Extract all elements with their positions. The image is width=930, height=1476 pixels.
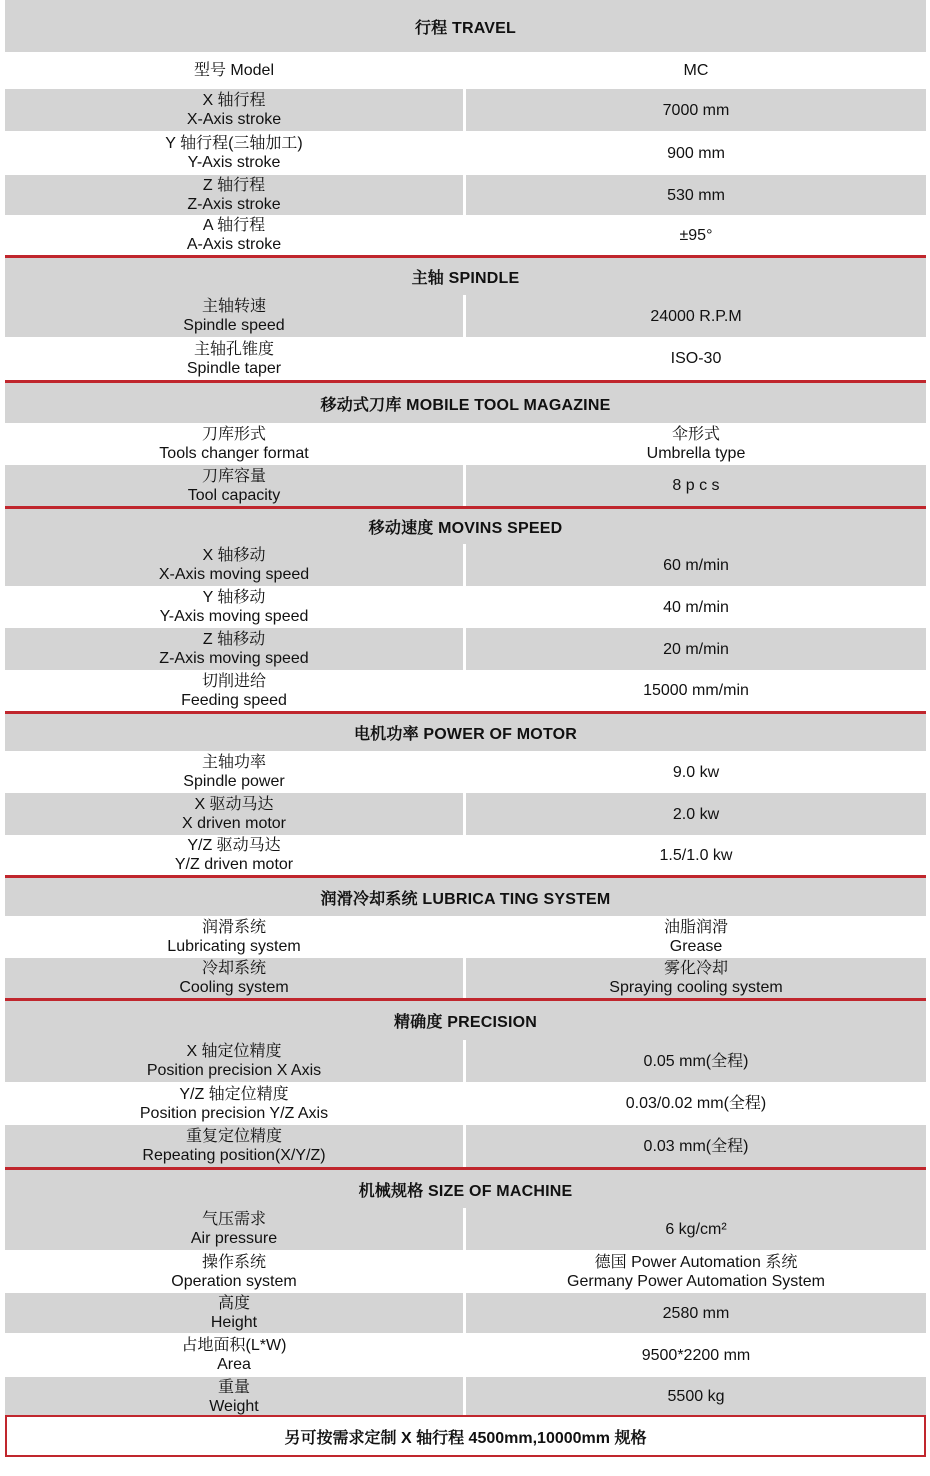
spec-row — [5, 1293, 926, 1333]
value-line: ±95° — [679, 226, 713, 244]
label-cn: 主轴孔锥度 — [193, 340, 274, 358]
spec-row — [5, 835, 926, 875]
spec-row — [5, 175, 926, 215]
label-en: Repeating position(X/Y/Z) — [142, 1147, 326, 1164]
spec-row — [5, 958, 926, 998]
spec-row — [5, 215, 926, 255]
label-en: Spindle speed — [183, 317, 285, 334]
label-cn: X 轴行程 — [202, 92, 266, 109]
section-header: 润滑冷却系统 LUBRICA TING SYSTEM — [5, 878, 926, 916]
label-cn: 操作系统 — [201, 1253, 266, 1271]
value-line: 530 mm — [667, 186, 725, 204]
value-line: Spraying cooling system — [609, 979, 783, 996]
spec-row — [5, 131, 926, 175]
spec-label — [5, 52, 466, 89]
value-line: 油脂润滑 — [663, 919, 728, 936]
spec-row — [5, 1208, 926, 1250]
spec-value — [466, 1293, 926, 1333]
value-line: 8 p c s — [672, 477, 720, 494]
spec-value — [466, 337, 926, 380]
spec-row — [5, 1377, 926, 1416]
spec-label — [5, 131, 466, 175]
label-cn: 主轴功率 — [201, 754, 266, 771]
label-en: Z-Axis moving speed — [159, 650, 309, 667]
label-cn: 冷却系统 — [201, 960, 266, 977]
label-cn: 重量 — [217, 1378, 250, 1396]
label-cn: Y 轴行程(三轴加工) — [165, 135, 303, 152]
spec-value — [466, 1250, 926, 1293]
value-line: 20 m/min — [663, 640, 729, 658]
section-header: 电机功率 POWER OF MOTOR — [5, 714, 926, 751]
value-line: MC — [683, 62, 709, 79]
label-en: Operation system — [171, 1272, 297, 1290]
spec-row — [5, 1125, 926, 1167]
value-line: 5500 kg — [667, 1388, 725, 1405]
value-line: 40 m/min — [663, 598, 729, 616]
label-cn: X 轴移动 — [202, 547, 266, 564]
section-size-of-machine — [5, 1167, 926, 1416]
spec-value — [466, 958, 926, 998]
spec-value — [466, 1377, 926, 1416]
spec-value — [466, 52, 926, 89]
label-cn: Z 轴行程 — [202, 177, 266, 194]
label-cn: Y 轴移动 — [202, 589, 266, 606]
custom-stroke-note: 另可按需求定制 X 轴行程 4500mm,10000mm 规格 — [5, 1415, 926, 1457]
spec-row — [5, 89, 926, 131]
section-header: 移动速度 MOVINS SPEED — [5, 509, 926, 544]
spec-row — [5, 916, 926, 958]
spec-label — [5, 1082, 466, 1125]
spec-row — [5, 52, 926, 89]
spec-row — [5, 751, 926, 793]
spec-value — [466, 835, 926, 875]
section-spindle — [5, 255, 926, 380]
spec-label — [5, 89, 466, 131]
label-cn: 刀库容量 — [201, 467, 266, 485]
value-line: 9.0 kw — [672, 763, 720, 781]
value-line: ISO-30 — [670, 350, 722, 367]
value-line: 15000 mm/min — [643, 682, 749, 699]
label-en: Cooling system — [179, 979, 289, 996]
spec-row — [5, 295, 926, 337]
spec-row — [5, 423, 926, 465]
spec-row — [5, 670, 926, 711]
value-line: 德国 Power Automation 系统 — [594, 1253, 798, 1271]
label-en: Spindle power — [183, 773, 285, 790]
label-en: Spindle taper — [186, 359, 282, 377]
value-line: 900 mm — [667, 144, 725, 162]
spec-value — [466, 89, 926, 131]
label-cn: 重复定位精度 — [185, 1128, 282, 1145]
label-cn: X 轴定位精度 — [186, 1043, 282, 1060]
spec-label — [5, 916, 466, 958]
spec-value — [466, 1333, 926, 1377]
label-cn: X 驱动马达 — [194, 796, 274, 813]
spec-value — [466, 544, 926, 586]
section-lubrica-ting-system — [5, 875, 926, 998]
label-cn: A 轴行程 — [202, 217, 266, 234]
label-cn: Y/Z 轴定位精度 — [179, 1085, 289, 1103]
spec-label — [5, 1333, 466, 1377]
spec-value — [466, 916, 926, 958]
spec-label — [5, 1293, 466, 1333]
value-line: 6 kg/cm² — [665, 1220, 727, 1238]
spec-value — [466, 1082, 926, 1125]
spec-value — [466, 1125, 926, 1167]
spec-value — [466, 295, 926, 337]
label-cn: 气压需求 — [201, 1211, 266, 1228]
spec-row — [5, 793, 926, 835]
spec-label — [5, 1377, 466, 1416]
spec-value — [466, 175, 926, 215]
value-line: 0.05 mm(全程) — [643, 1052, 749, 1070]
label-en: Position precision Y/Z Axis — [139, 1104, 329, 1122]
section-precision — [5, 998, 926, 1167]
value-line: 2580 mm — [662, 1304, 730, 1322]
label-en: Z-Axis stroke — [187, 196, 281, 213]
label-cn: 型号 Model — [193, 62, 275, 79]
label-en: A-Axis stroke — [186, 236, 282, 253]
label-en: Y/Z driven motor — [174, 856, 294, 873]
spec-label — [5, 793, 466, 835]
value-line: 0.03 mm(全程) — [643, 1137, 749, 1155]
spec-value — [466, 423, 926, 465]
value-line: 24000 R.P.M — [650, 307, 742, 325]
value-line: 1.5/1.0 kw — [659, 846, 733, 864]
label-cn: Z 轴移动 — [202, 631, 266, 648]
label-cn: 切削进给 — [201, 672, 266, 690]
spec-label — [5, 751, 466, 793]
value-line: 伞形式 — [671, 426, 720, 443]
spec-label — [5, 544, 466, 586]
spec-table — [5, 0, 926, 1419]
label-cn: 主轴转速 — [201, 298, 266, 315]
spec-value — [466, 1040, 926, 1082]
spec-row — [5, 465, 926, 506]
spec-label — [5, 1040, 466, 1082]
label-en: Weight — [209, 1397, 259, 1415]
spec-row — [5, 337, 926, 380]
label-en: Area — [217, 1356, 251, 1373]
value-line: 9500*2200 mm — [641, 1346, 751, 1364]
label-en: X-Axis stroke — [186, 111, 282, 128]
spec-label — [5, 215, 466, 255]
label-en: X-Axis moving speed — [158, 566, 310, 583]
section-movins-speed — [5, 506, 926, 711]
spec-value — [466, 751, 926, 793]
section-travel — [5, 0, 926, 255]
spec-label — [5, 586, 466, 628]
label-en: X driven motor — [181, 815, 287, 832]
spec-row — [5, 1040, 926, 1082]
spec-label — [5, 295, 466, 337]
spec-row — [5, 1250, 926, 1293]
value-line: 0.03/0.02 mm(全程) — [625, 1095, 767, 1112]
spec-value — [466, 586, 926, 628]
spec-label — [5, 1250, 466, 1293]
spec-row — [5, 544, 926, 586]
spec-value — [466, 670, 926, 711]
label-en: Position precision X Axis — [146, 1062, 322, 1079]
section-mobile-tool-magazine — [5, 380, 926, 506]
spec-label — [5, 423, 466, 465]
spec-row — [5, 1333, 926, 1377]
spec-label — [5, 628, 466, 670]
label-en: Air pressure — [190, 1230, 278, 1247]
value-line: 2.0 kw — [672, 805, 720, 823]
label-en: Feeding speed — [181, 691, 287, 709]
value-line: 7000 mm — [662, 101, 730, 119]
section-power-of-motor — [5, 711, 926, 875]
label-cn: Y/Z 驱动马达 — [187, 837, 281, 854]
label-en: Tool capacity — [187, 486, 281, 504]
section-header: 机械规格 SIZE OF MACHINE — [5, 1170, 926, 1208]
label-en: Y-Axis moving speed — [159, 608, 309, 625]
spec-label — [5, 337, 466, 380]
label-cn: 润滑系统 — [201, 919, 266, 936]
spec-row — [5, 628, 926, 670]
label-cn: 占地面积(L*W) — [181, 1337, 287, 1354]
value-line: 60 m/min — [663, 556, 729, 574]
spec-value — [466, 465, 926, 506]
label-en: Height — [210, 1314, 258, 1331]
value-line: Germany Power Automation System — [567, 1272, 825, 1290]
spec-label — [5, 835, 466, 875]
value-line: Umbrella type — [646, 445, 746, 462]
spec-value — [466, 131, 926, 175]
spec-label — [5, 175, 466, 215]
spec-label — [5, 1208, 466, 1250]
spec-row — [5, 1082, 926, 1125]
label-en: Lubricating system — [167, 938, 301, 955]
spec-label — [5, 670, 466, 711]
section-header: 主轴 SPINDLE — [5, 258, 926, 295]
spec-label — [5, 465, 466, 506]
label-en: Y-Axis stroke — [187, 154, 281, 171]
label-cn: 刀库形式 — [201, 426, 266, 443]
section-header: 移动式刀库 MOBILE TOOL MAGAZINE — [5, 383, 926, 423]
spec-label — [5, 958, 466, 998]
spec-value — [466, 215, 926, 255]
spec-value — [466, 628, 926, 670]
label-cn: 高度 — [217, 1295, 250, 1312]
spec-value — [466, 793, 926, 835]
spec-label — [5, 1125, 466, 1167]
section-header: 行程 TRAVEL — [5, 0, 926, 52]
label-en: Tools changer format — [159, 445, 309, 462]
value-line: Grease — [669, 938, 723, 955]
section-header: 精确度 PRECISION — [5, 1001, 926, 1040]
spec-value — [466, 1208, 926, 1250]
value-line: 雾化冷却 — [663, 960, 728, 977]
spec-row — [5, 586, 926, 628]
